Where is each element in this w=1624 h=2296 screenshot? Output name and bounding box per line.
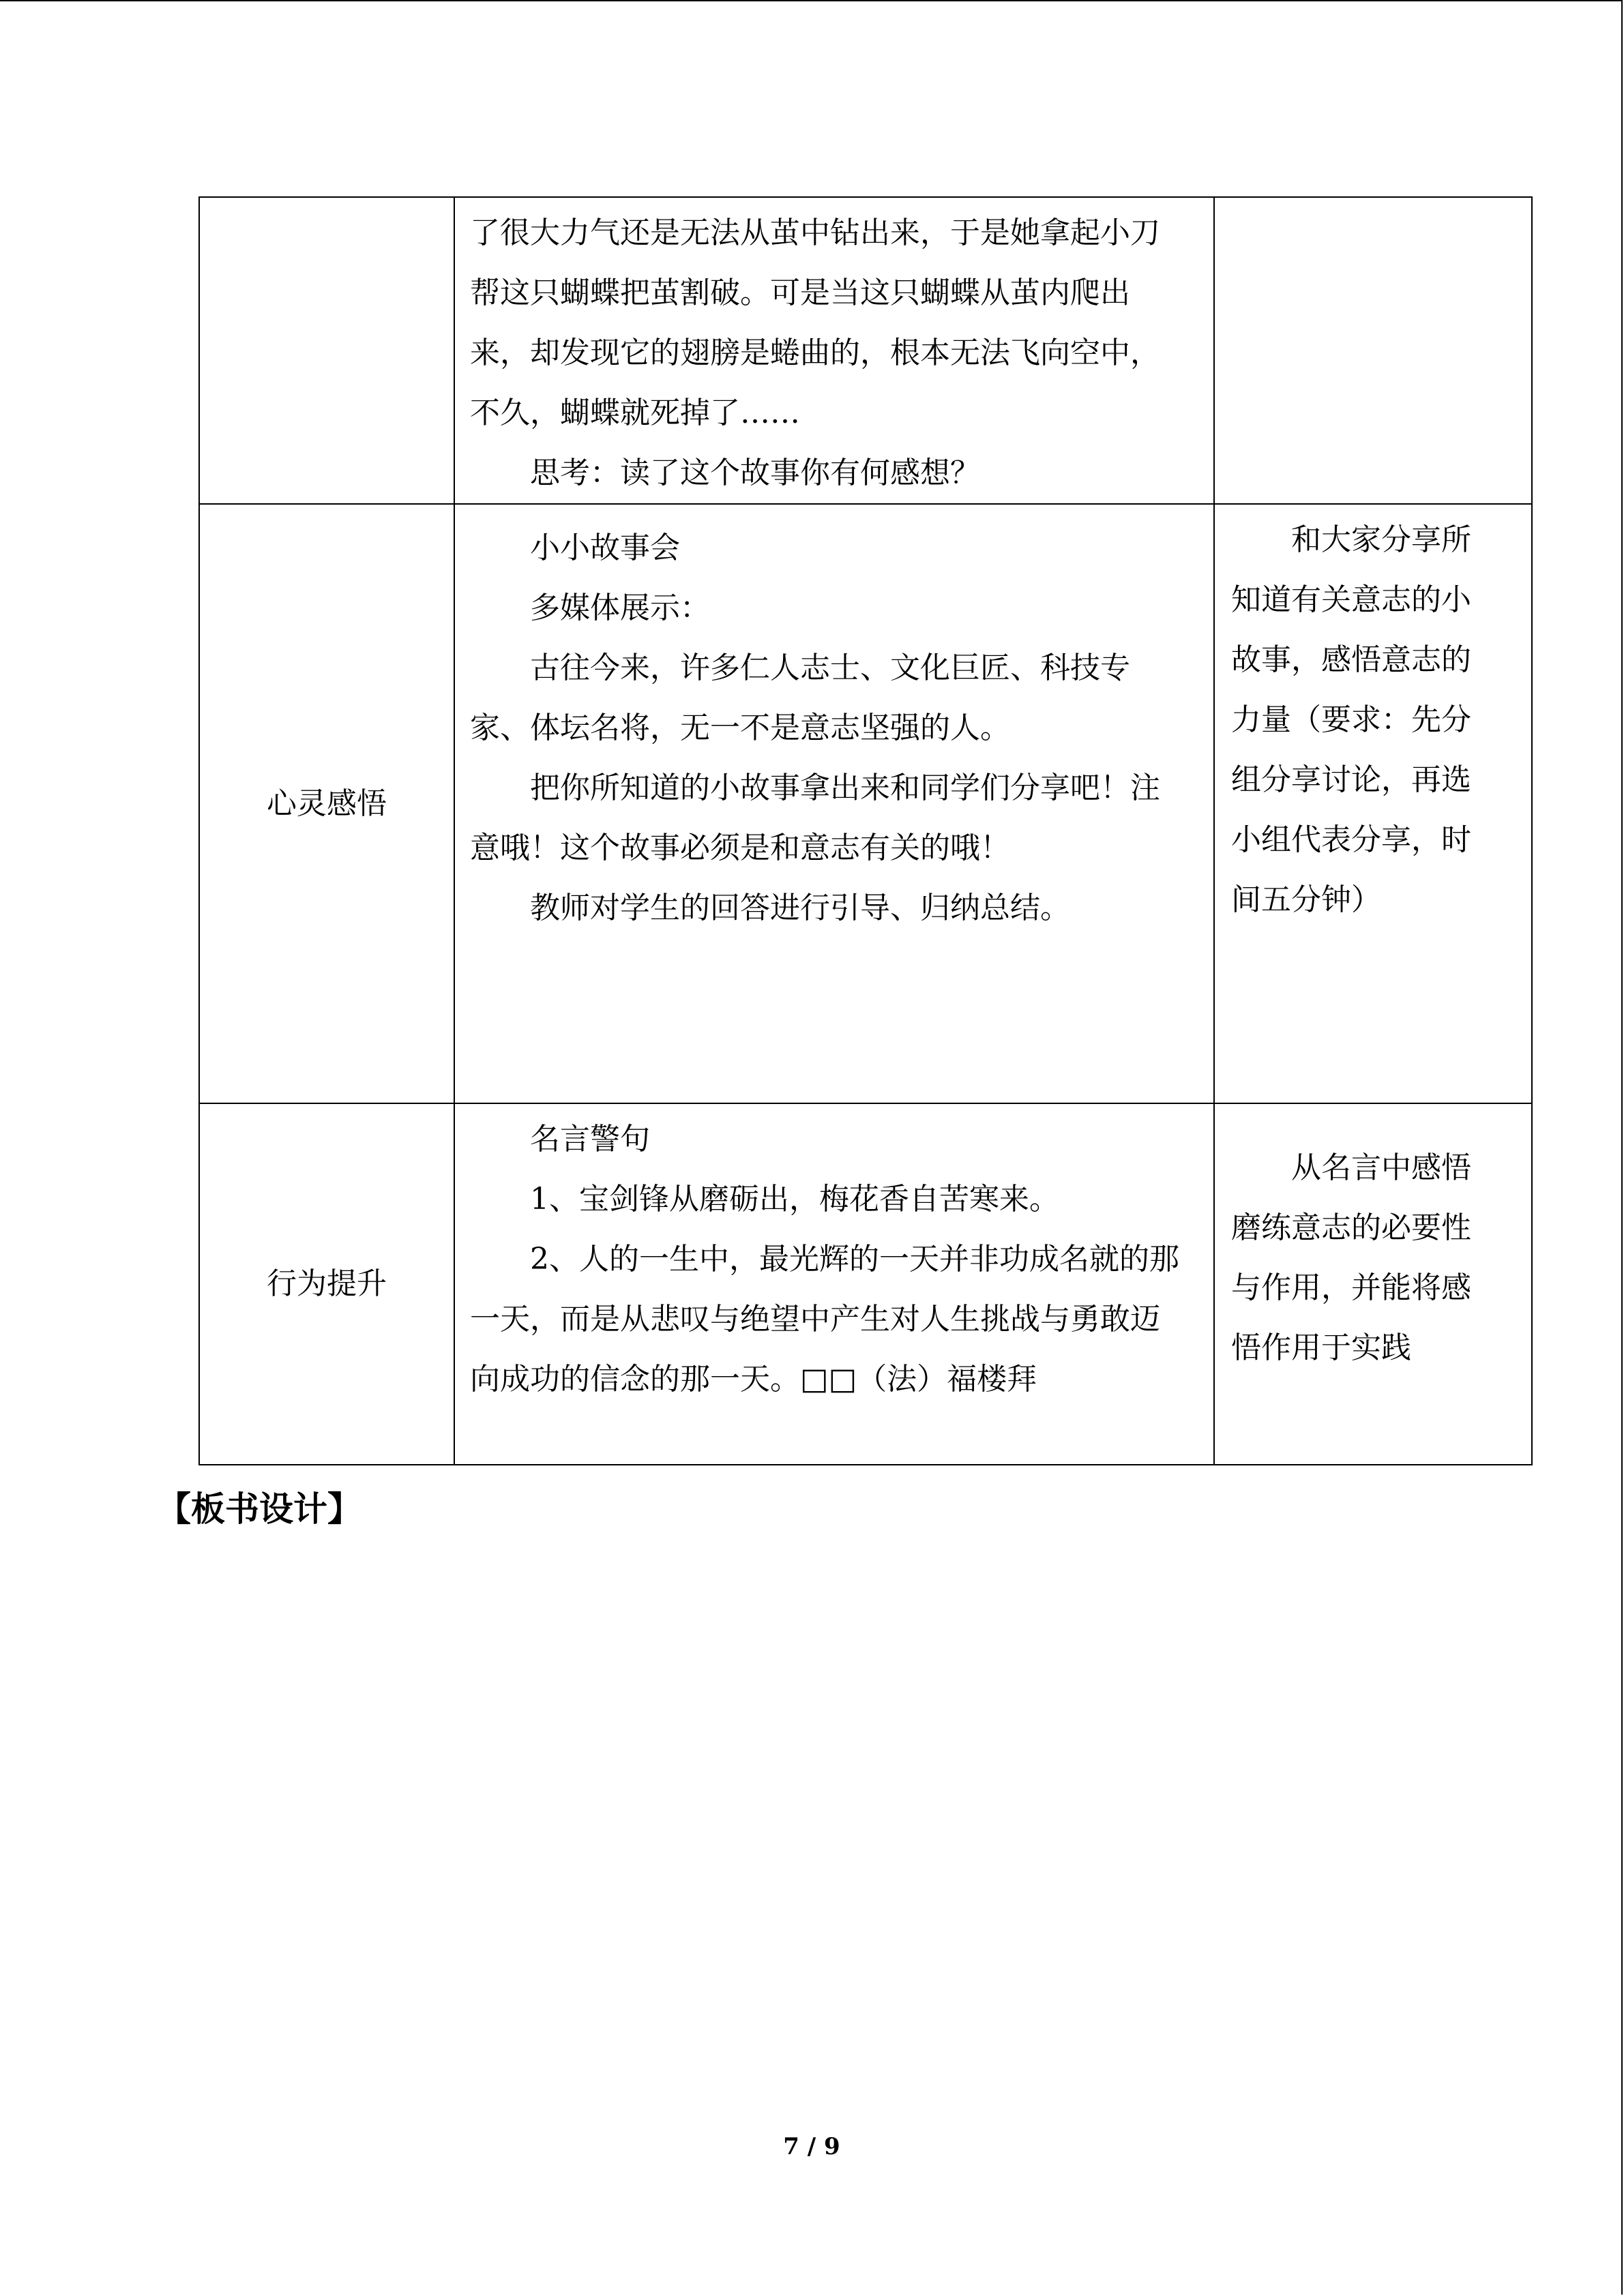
lesson-plan-table [198, 196, 1533, 1465]
content-paragraph: 古往今来，许多仁人志士、文化巨匠、科技专家、体坛名将，无一不是意志坚强的人。 [470, 651, 1130, 745]
note-paragraph: 和大家分享所知道有关意志的小故事，感悟意志的力量（要求：先分组分享讨论，再选小组代表分享，时间五分钟） [1231, 522, 1471, 917]
table-row [199, 504, 1532, 1103]
content-paragraph: 1、宝剑锋从磨砺出，梅花香自苦寒来。 [530, 1182, 1059, 1217]
content-cell [454, 1103, 1214, 1465]
stage-cell [199, 197, 454, 504]
content-paragraph: 2、人的一生中，最光辉的一天并非功成名就的那一天，而是从悲叹与绝望中产生对人生挑战与勇敢迈向成功的信念的那一天。□□（法）福楼拜 [470, 1242, 1179, 1397]
note-cell [1214, 1103, 1532, 1465]
table-row [199, 1103, 1532, 1465]
content-cell [454, 504, 1214, 1103]
content-paragraph: 了很大力气还是无法从茧中钻出来，于是她拿起小刀帮这只蝴蝶把茧割破。可是当这只蝴蝶从茧内爬出来，却发现它的翅膀是蜷曲的，根本无法飞向空中，不久，蝴蝶就死掉了…… [470, 215, 1160, 430]
content-paragraph: 多媒体展示： [530, 591, 710, 625]
note-paragraph: 从名言中感悟磨练意志的必要性与作用，并能将感悟作用于实践 [1231, 1150, 1471, 1365]
note-cell [1214, 504, 1532, 1103]
content-paragraph: 名言警句 [530, 1122, 650, 1157]
content-paragraph: 小小故事会 [530, 531, 680, 565]
section-heading: 【板书设计】 [157, 1489, 361, 1529]
content-paragraph: 教师对学生的回答进行引导、归纳总结。 [530, 891, 1070, 925]
stage-cell: 心灵感悟 [199, 504, 454, 1103]
content-paragraph: 思考：读了这个故事你有何感想？ [530, 456, 980, 490]
stage-cell: 行为提升 [199, 1103, 454, 1465]
table-row [199, 197, 1532, 504]
note-cell [1214, 197, 1532, 504]
page-number: 7 / 9 [783, 2133, 840, 2160]
content-cell [454, 197, 1214, 504]
content-paragraph: 把你所知道的小故事拿出来和同学们分享吧！注意哦！这个故事必须是和意志有关的哦！ [470, 771, 1160, 865]
